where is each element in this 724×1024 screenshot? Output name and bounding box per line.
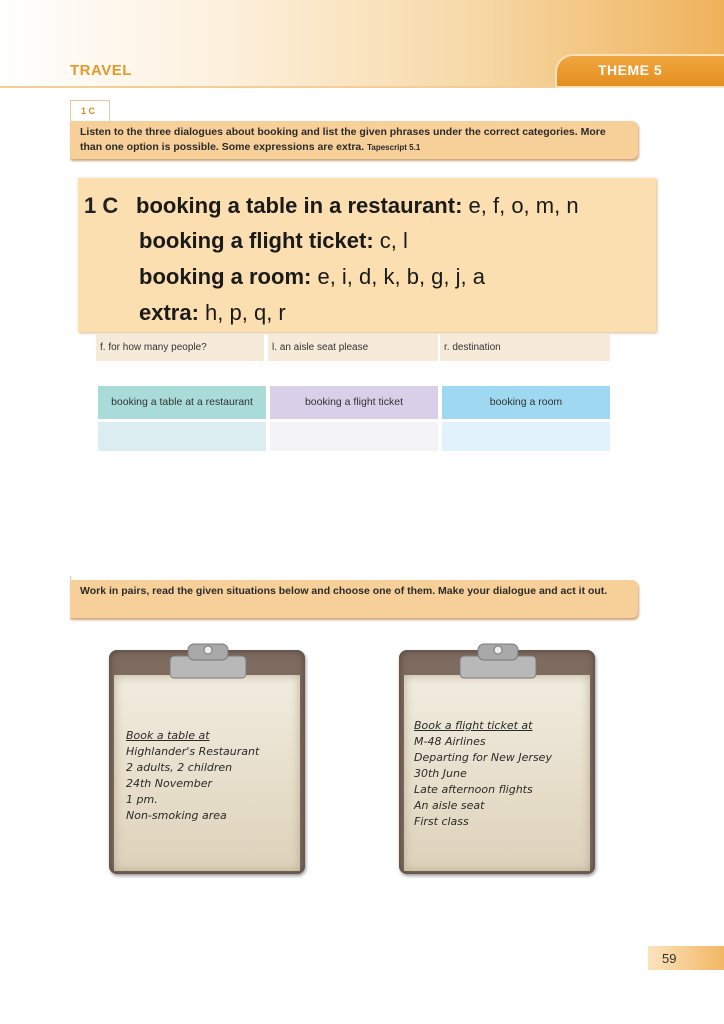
phrase-item: l. an aisle seat please (268, 334, 438, 361)
situation-note-flight (414, 718, 552, 830)
phrase-item: f. for how many people? (96, 334, 264, 361)
exercise-instruction (70, 121, 638, 159)
answer-line-flight (139, 228, 408, 254)
clipboard-clip-icon (162, 640, 254, 680)
answer-category: booking a table in a restaurant: (136, 193, 463, 218)
situation-line: Departing for New Jersey (414, 751, 552, 764)
answer-cell-restaurant[interactable] (98, 422, 266, 451)
category-header-restaurant: booking a table at a restaurant (98, 386, 266, 419)
answer-letters: c, l (379, 228, 408, 253)
situation-line: Late afternoon flights (414, 783, 533, 796)
instruction-text: Listen to the three dialogues about booking and list the given phrases under the correct categories. More than one option is possible. Some expressions are extra. (80, 126, 606, 153)
answer-cell-flight[interactable] (270, 422, 438, 451)
theme-label: THEME 5 (598, 62, 663, 78)
answer-letters: e, f, o, m, n (468, 193, 579, 218)
section-title: TRAVEL (70, 62, 132, 79)
clipboard-clip-icon (452, 640, 544, 680)
answer-line-extra (139, 300, 286, 326)
situation-line: M-48 Airlines (414, 735, 486, 748)
situation-line: 2 adults, 2 children (126, 761, 233, 774)
answer-key-prefix: 1 C (84, 193, 119, 218)
situation-line: Highlander's Restaurant (126, 745, 260, 758)
situation-line: 30th June (414, 767, 467, 780)
pair-work-instruction: Work in pairs, read the given situations below and choose one of them. Make your dialogue and act it out. (70, 580, 638, 618)
situation-line: 24th November (126, 777, 213, 790)
page-number-tab (648, 946, 724, 970)
situation-line: Non-smoking area (126, 809, 227, 822)
answer-category: booking a room: (139, 264, 312, 289)
situation-line: First class (414, 815, 469, 828)
answer-category: booking a flight ticket: (139, 228, 374, 253)
situation-note-restaurant (126, 728, 259, 824)
category-header-room: booking a room (442, 386, 610, 419)
tapescript-ref: Tapescript 5.1 (367, 143, 421, 152)
situation-line: 1 pm. (126, 793, 158, 806)
phrase-item: r. destination (440, 334, 610, 361)
answer-cell-room[interactable] (442, 422, 610, 451)
situation-line: An aisle seat (414, 799, 485, 812)
page-number: 59 (662, 951, 677, 966)
situation-heading: Book a flight ticket at (414, 719, 533, 732)
header-divider (0, 86, 560, 88)
category-header-flight: booking a flight ticket (270, 386, 438, 419)
answer-line-restaurant (136, 193, 579, 219)
answer-letters: h, p, q, r (205, 300, 286, 325)
situation-heading: Book a table at (126, 729, 210, 742)
answer-category: extra: (139, 300, 199, 325)
answer-line-room (139, 264, 485, 290)
answer-letters: e, i, d, k, b, g, j, a (317, 264, 485, 289)
exercise-label: 1 C (70, 100, 110, 122)
